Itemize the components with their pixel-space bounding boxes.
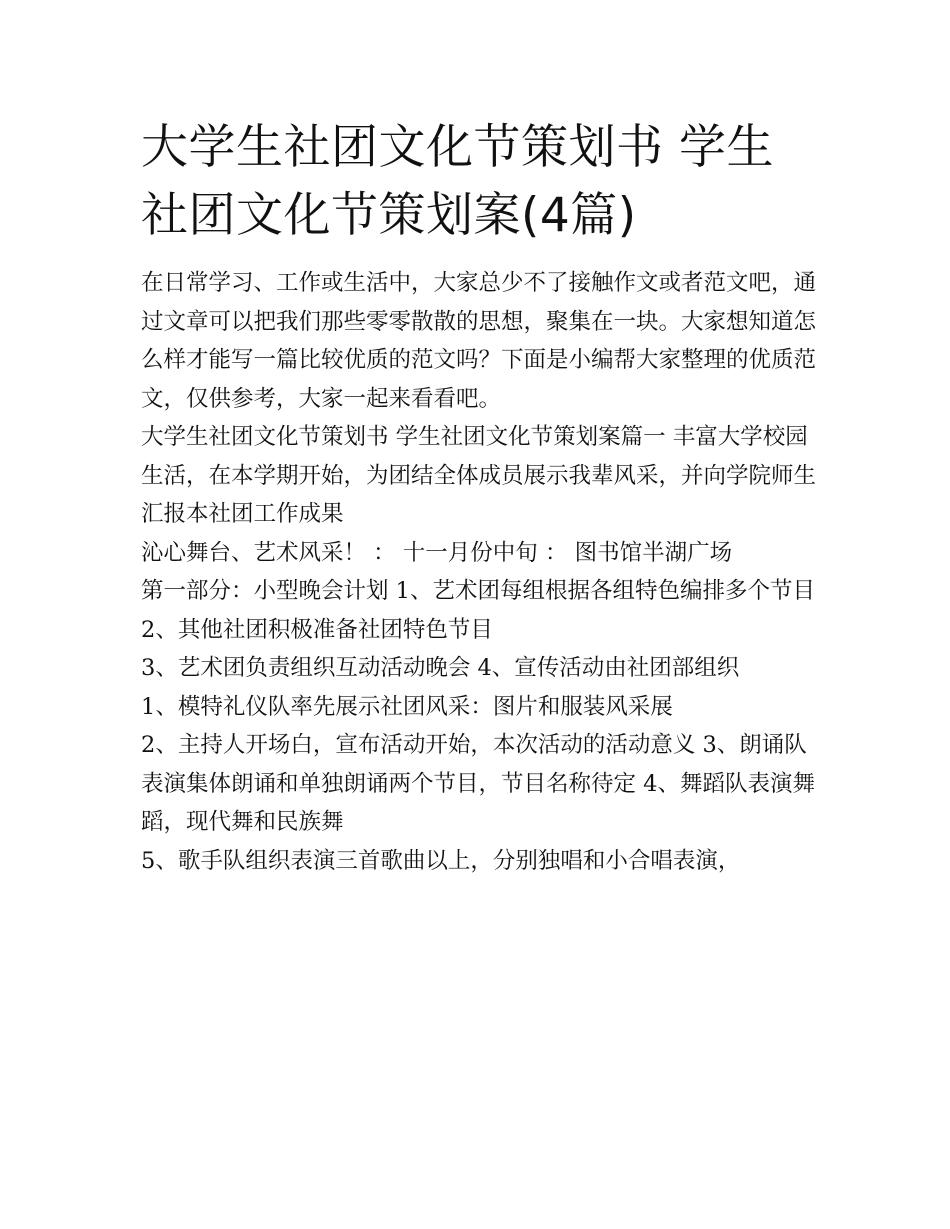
- paragraph-step-5: 5、歌手队组织表演三首歌曲以上，分别独唱和小合唱表演，: [141, 847, 741, 874]
- paragraph-part-one: 第一部分：小型晚会计划 1、艺术团每组根据各组特色编排多个节目 2、其他社团积极准备社团特色节目: [141, 578, 815, 643]
- paragraph-intro: 在日常学习、工作或生活中，大家总少不了接触作文或者范文吧，通过文章可以把我们那些零零散散的思想，聚集在一块。大家想知道怎么样才能写一篇比较优质的范文吗？下面是小编帮大家整理的优质范文，仅供参考，大家一起来看看吧。: [141, 270, 817, 412]
- paragraph-steps-2-4: 2、主持人开场白，宣布活动开始，本次活动的活动意义 3、朗诵队表演集体朗诵和单独朗诵两个节目，节目名称待定 4、舞蹈队表演舞蹈，现代舞和民族舞: [141, 732, 815, 835]
- paragraph-article-1-opening: 大学生社团文化节策划书 学生社团文化节策划案篇一 丰富大学校园生活，在本学期开始，为团结全体成员展示我辈风采，并向学院师生汇报本社团工作成果: [141, 424, 817, 527]
- paragraph-theme-time-place: 沁心舞台、艺术风采！ ： 十一月份中旬 ： 图书馆半湖广场: [141, 539, 733, 566]
- document-body: [141, 114, 821, 880]
- document-title: 大学生社团文化节策划书 学生社团文化节策划案(4篇): [141, 120, 774, 243]
- paragraph-step-1: 1、模特礼仪队率先展示社团风采：图片和服装风采展: [141, 693, 673, 720]
- paragraph-list: [141, 264, 821, 880]
- paragraph-items-3-4: 3、艺术团负责组织互动活动晚会 4、宣传活动由社团部组织: [141, 655, 740, 681]
